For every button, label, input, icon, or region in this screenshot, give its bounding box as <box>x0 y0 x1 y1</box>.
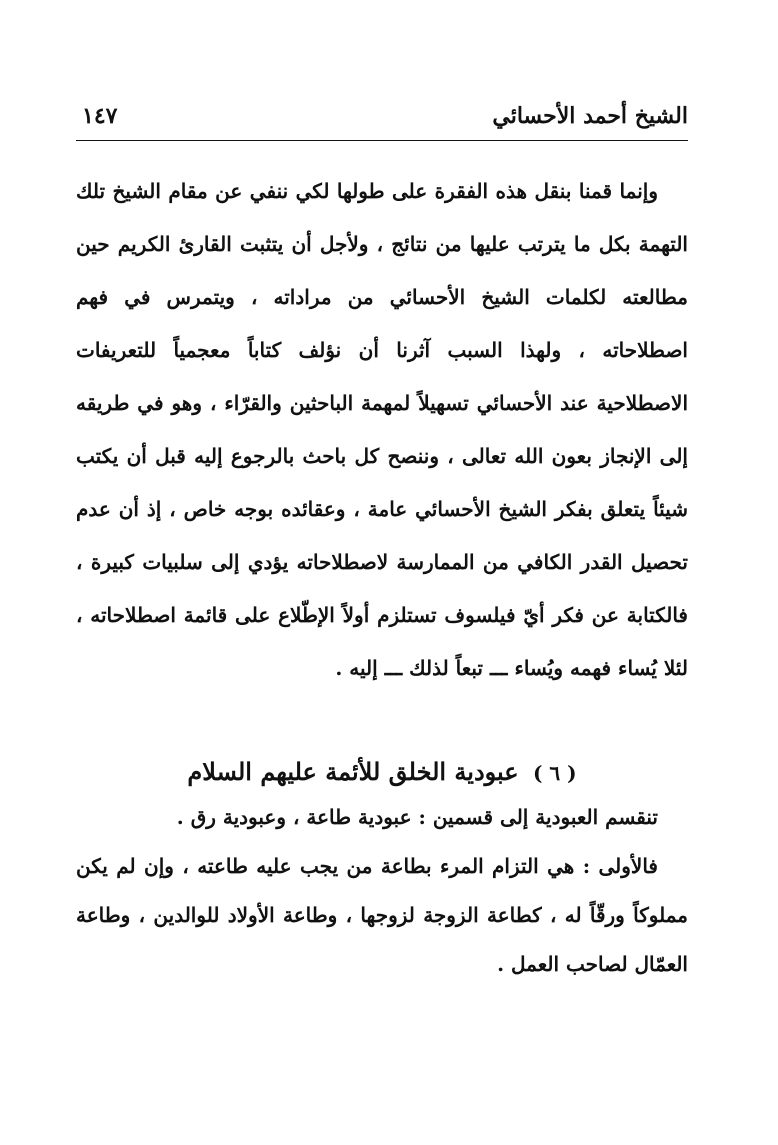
section-title: عبودية الخلق للأئمة عليهم السلام <box>187 757 519 786</box>
division-text: تنقسم العبودية إلى قسمين : عبودية طاعة ، وعبودية رق . <box>176 805 658 829</box>
first-type-paragraph <box>76 842 688 989</box>
intro-paragraph <box>76 165 688 695</box>
page-number: ١٤٧ <box>82 103 118 129</box>
page-header <box>76 96 688 140</box>
section-heading <box>76 752 688 792</box>
running-title: الشيخ أحمد الأحسائي <box>492 103 688 129</box>
header-rule <box>76 140 688 141</box>
first-type-text: فالأولى : هي التزام المرء بطاعة من يجب عليه طاعته ، وإن لم يكن مملوكاً ورقّاً له ، كطاعة الزوجة لزوجها ، وطاعة الأولاد للوالدين ، وطاعة العمّال لصاحب العمل . <box>76 854 688 976</box>
division-paragraph <box>76 799 688 835</box>
section-number: ( ٦ ) <box>532 761 577 785</box>
intro-paragraph-text: وإنما قمنا بنقل هذه الفقرة على طولها لكي ننفي عن مقام الشيخ تلك التهمة بكل ما يترتب عليها من نتائج ، ولأجل أن يتثبت القارئ الكريم حين مطالعته لكلمات الشيخ الأحسائي من مراداته ، ويتمرس في فهم اصطلاحاته ، ولهذا السبب آثرنا أن نؤلف كتاباً معجمياً للتعريفات الاصطلاحية عند الأحسائي تسهيلاً لمهمة الباحثين والقرّاء ، وهو في طريقه إلى الإنجاز بعون الله تعالى ، وننصح كل باحث بالرجوع إليه قبل أن يكتب شيئاً يتعلق بفكر الشيخ الأحسائي عامة ، وعقائده بوجه خاص ، إذ أن عدم تحصيل القدر الكافي من الممارسة لاصطلاحاته يؤدي إلى سلبيات كبيرة ، فالكتابة عن فكر أيّ فيلسوف تستلزم أولاً الإطّلاع على قائمة اصطلاحاته ، لئلا يُساء فهمه ويُساء ـــ تبعاً لذلك ـــ إليه . <box>76 179 688 680</box>
